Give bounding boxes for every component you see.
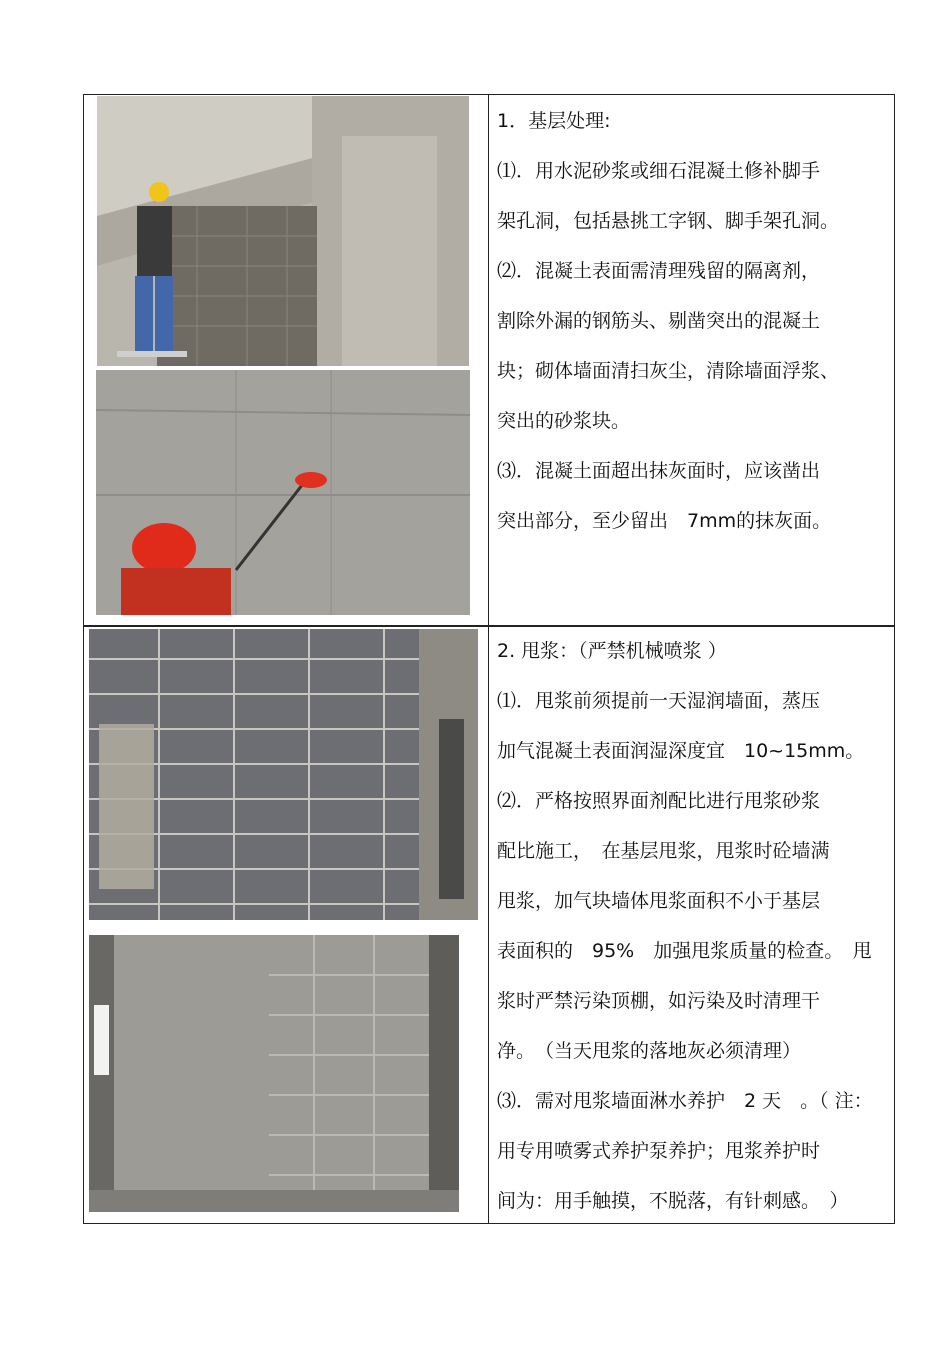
section1-line: ⑶．混凝土面超出抹灰面时，应该凿出 xyxy=(497,460,821,482)
section1-heading: 1．基层处理: xyxy=(497,110,611,132)
section2-line: 加气混凝土表面润湿深度宜 10~15mm。 xyxy=(497,740,865,762)
section2-line: 表面积的 95% 加强甩浆质量的检查。 甩 xyxy=(497,940,872,962)
photo-block-wall xyxy=(89,629,478,920)
section2-line: 浆时严禁污染顶棚，如污染及时清理干 xyxy=(497,990,821,1012)
section1-line: 架孔洞，包括悬挑工字钢、脚手架孔洞。 xyxy=(497,210,840,232)
section2-line: 配比施工， 在基层甩浆，甩浆时砼墙满 xyxy=(497,840,830,862)
photo-cleaning-wall xyxy=(96,370,470,615)
section1-line: 割除外漏的钢筋头、剔凿突出的混凝土 xyxy=(497,310,821,332)
section2-heading: 2. 甩浆：（严禁机械喷浆 ） xyxy=(497,640,727,662)
section2-divider xyxy=(488,626,489,1223)
section1-text xyxy=(497,96,839,546)
section1-divider xyxy=(488,94,489,625)
section1-line: 块；砌体墙面清扫灰尘，清除墙面浮浆、 xyxy=(497,360,840,382)
section1-line: 突出的砂浆块。 xyxy=(497,410,631,432)
section1-line: ⑴．用水泥砂浆或细石混凝土修补脚手 xyxy=(497,160,821,182)
section2-line: ⑴．甩浆前须提前一天湿润墙面，蒸压 xyxy=(497,690,821,712)
section2-text xyxy=(497,626,873,1226)
section2-line: 用专用喷雾式养护泵养护；甩浆养护时 xyxy=(497,1140,821,1162)
section2-line: 甩浆，加气块墙体甩浆面积不小于基层 xyxy=(497,890,821,912)
section1-line: 突出部分，至少留出 7mm的抹灰面。 xyxy=(497,510,832,532)
section2-line: 间为：用手触摸，不脱落，有针刺感。 ） xyxy=(497,1190,849,1212)
photo-spattered-wall xyxy=(89,935,459,1212)
section2-line: ⑵．严格按照界面剂配比进行甩浆砂浆 xyxy=(497,790,821,812)
section1-line: ⑵．混凝土表面需清理残留的隔离剂， xyxy=(497,260,821,282)
section2-line: 净。 （当天甩浆的落地灰必须清理） xyxy=(497,1040,802,1062)
section2-line: ⑶．需对甩浆墙面淋水养护 2 天 。（ 注： xyxy=(497,1090,873,1112)
photo-patching-holes xyxy=(97,96,469,366)
